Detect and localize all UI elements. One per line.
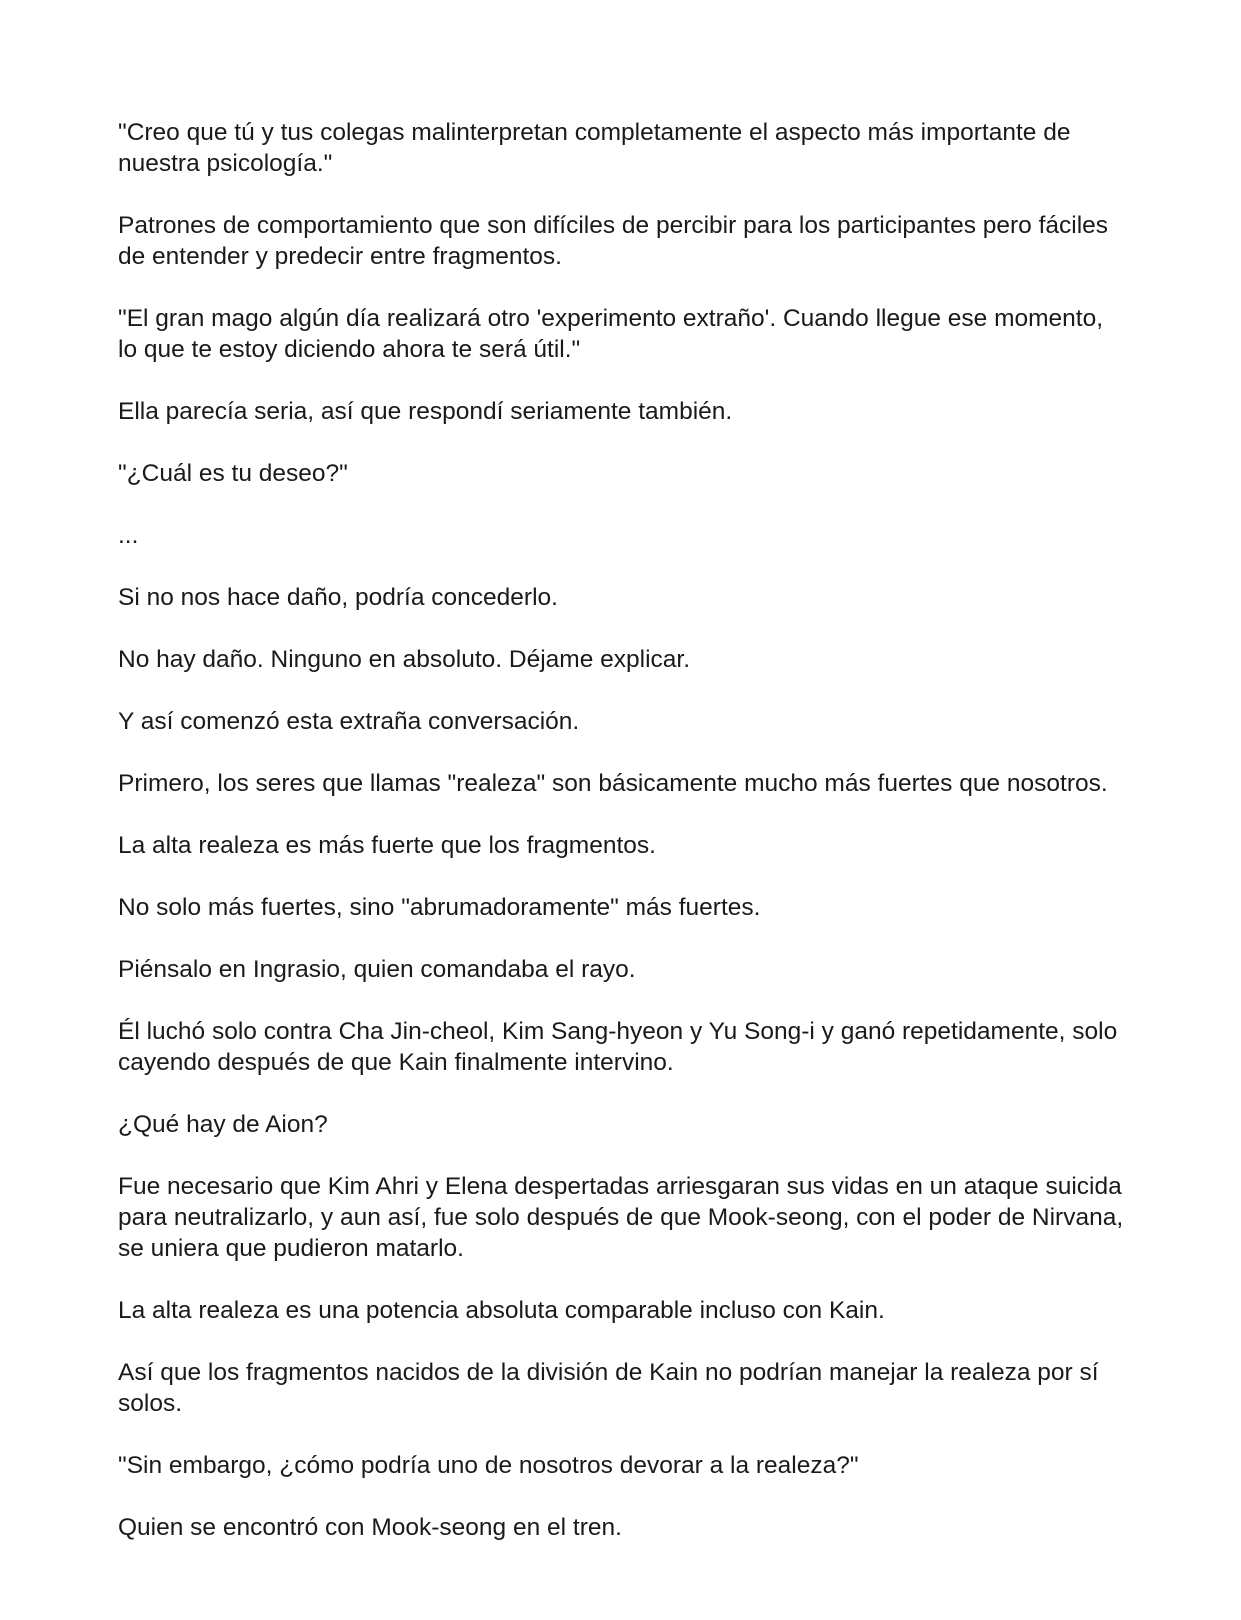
paragraph: Fue necesario que Kim Ahri y Elena despertadas arriesgaran sus vidas en un ataque suicida para neutralizarlo, y aun así, fue solo después de que Mook-seong, con el poder de Nirvana, se uniera que pudieron matarlo. — [118, 1173, 1124, 1262]
paragraph: Y así comenzó esta extraña conversación. — [118, 708, 580, 735]
paragraph: Ella parecía seria, así que respondí seriamente también. — [118, 398, 733, 425]
paragraph: "Sin embargo, ¿cómo podría uno de nosotros devorar a la realeza?" — [118, 1452, 859, 1479]
paragraph: Patrones de comportamiento que son difíciles de percibir para los participantes pero fáciles de entender y predecir entre fragmentos. — [118, 212, 1109, 270]
paragraph: ¿Qué hay de Aion? — [118, 1111, 328, 1138]
document-body — [118, 117, 1128, 1543]
paragraph: La alta realeza es una potencia absoluta comparable incluso con Kain. — [118, 1297, 885, 1324]
paragraph: "Creo que tú y tus colegas malinterpretan completamente el aspecto más importante de nuestra psicología." — [118, 119, 1071, 177]
paragraph: ... — [118, 522, 139, 549]
paragraph: "El gran mago algún día realizará otro 'experimento extraño'. Cuando llegue ese momento, lo que te estoy diciendo ahora te será útil." — [118, 305, 1104, 363]
paragraph: "¿Cuál es tu deseo?" — [118, 460, 348, 487]
paragraph: Primero, los seres que llamas "realeza" son básicamente mucho más fuertes que nosotros. — [118, 770, 1108, 797]
paragraph: No hay daño. Ninguno en absoluto. Déjame explicar. — [118, 646, 691, 673]
paragraph: Si no nos hace daño, podría concederlo. — [118, 584, 558, 611]
paragraph: Quien se encontró con Mook-seong en el tren. — [118, 1514, 622, 1541]
paragraph: Así que los fragmentos nacidos de la división de Kain no podrían manejar la realeza por sí solos. — [118, 1359, 1099, 1417]
paragraph: La alta realeza es más fuerte que los fragmentos. — [118, 832, 656, 859]
paragraph: Él luchó solo contra Cha Jin-cheol, Kim Sang-hyeon y Yu Song-i y ganó repetidamente, solo cayendo después de que Kain finalmente intervino. — [118, 1018, 1118, 1076]
paragraph: Piénsalo en Ingrasio, quien comandaba el rayo. — [118, 956, 636, 983]
paragraph: No solo más fuertes, sino "abrumadoramente" más fuertes. — [118, 894, 761, 921]
